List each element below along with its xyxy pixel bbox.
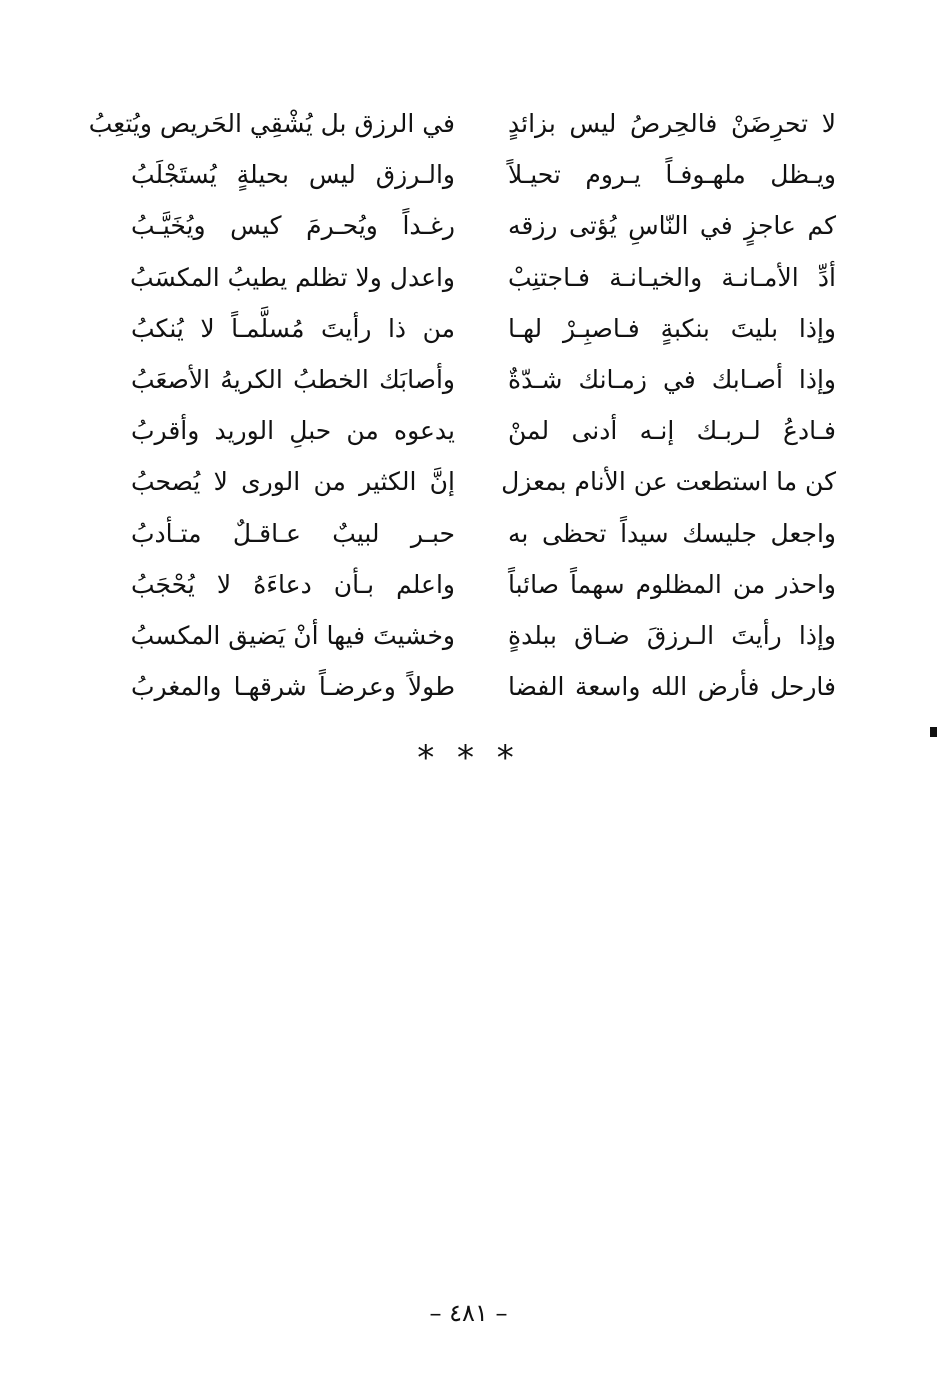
verse <box>0 252 937 303</box>
verse <box>0 559 937 610</box>
verse <box>0 354 937 405</box>
verse-second-half: من ذا رأيتَ مُسلَّمـاً لا يُنكبُ <box>131 313 455 343</box>
verse-first-half: كن ما استطعت عن الأنام بمعزل <box>501 467 836 497</box>
verse-first-half: أدِّ الأمـانـة والخيـانـة فـاجتنِبْ <box>508 262 836 292</box>
page-number: – ٤٨١ – <box>429 1299 508 1327</box>
verse-second-half: إنَّ الكثير من الورى لا يُصحبُ <box>131 467 455 497</box>
verse-second-half: طولاً وعرضـاً شرقهـا والمغربُ <box>131 672 455 702</box>
verse-second-half: رغـداً ويُحـرمَ كيس ويُخَيَّـبُ <box>131 211 455 241</box>
verse <box>0 508 937 559</box>
verse-first-half: فـادعُ لـربـك إنـه أدنى لمنْ <box>508 416 836 446</box>
poem <box>0 98 937 712</box>
verse <box>0 661 937 712</box>
scan-edge-mark <box>930 727 937 737</box>
verse-first-half: واحذر من المظلوم سهماً صائباً <box>508 569 836 599</box>
verse-second-half: في الرزق بل يُشْقِي الحَريص ويُتعِبُ <box>88 109 455 138</box>
verse <box>0 405 937 456</box>
verse <box>0 149 937 200</box>
verse-first-half: ويـظل ملهـوفـاً يـروم تحيـلاً <box>508 160 836 190</box>
verse-first-half: وإذا أصـابك في زمـانك شـدّةٌ <box>508 364 836 394</box>
verse-second-half: واعلم بـأن دعاءَهُ لا يُحْجَبُ <box>131 569 455 599</box>
verse-first-half: وإذا رأيتَ الـرزقَ ضـاق ببلدةٍ <box>508 620 836 650</box>
verse-first-half: وإذا بليتَ بنكبةٍ فـاصبِـرْ لهـا <box>508 313 836 343</box>
verse-second-half: حبـر لبيبٌ عـاقـلٌ متـأدبُ <box>131 518 455 548</box>
verse-first-half: لا تحرِضَنْ فالحِرصُ ليس بزائدٍ <box>508 109 836 138</box>
verse <box>0 456 937 507</box>
verse-second-half: والـرزق ليس بحيلةٍ يُستَجْلَبُ <box>131 160 455 190</box>
section-divider: * * * <box>417 738 520 778</box>
verse <box>0 200 937 251</box>
verse-first-half: كم عاجزٍ في النّاسِ يُؤتى رزقه <box>508 211 836 241</box>
verse-first-half: فارحل فأرض الله واسعة الفضا <box>508 672 836 702</box>
verse-first-half: واجعل جليسك سيداً تحظى به <box>508 518 836 548</box>
verse <box>0 610 937 661</box>
verse-second-half: وأصابَك الخطبُ الكريهُ الأصعَبُ <box>131 364 455 394</box>
verse-second-half: وخشيتَ فيها أنْ يَضيق المكسبُ <box>130 620 455 650</box>
verse <box>0 98 937 149</box>
verse <box>0 303 937 354</box>
verse-second-half: يدعوه من حبلِ الوريد وأقربُ <box>131 416 455 446</box>
verse-second-half: واعدل ولا تظلم يطيبُ المكسَبُ <box>130 262 455 292</box>
